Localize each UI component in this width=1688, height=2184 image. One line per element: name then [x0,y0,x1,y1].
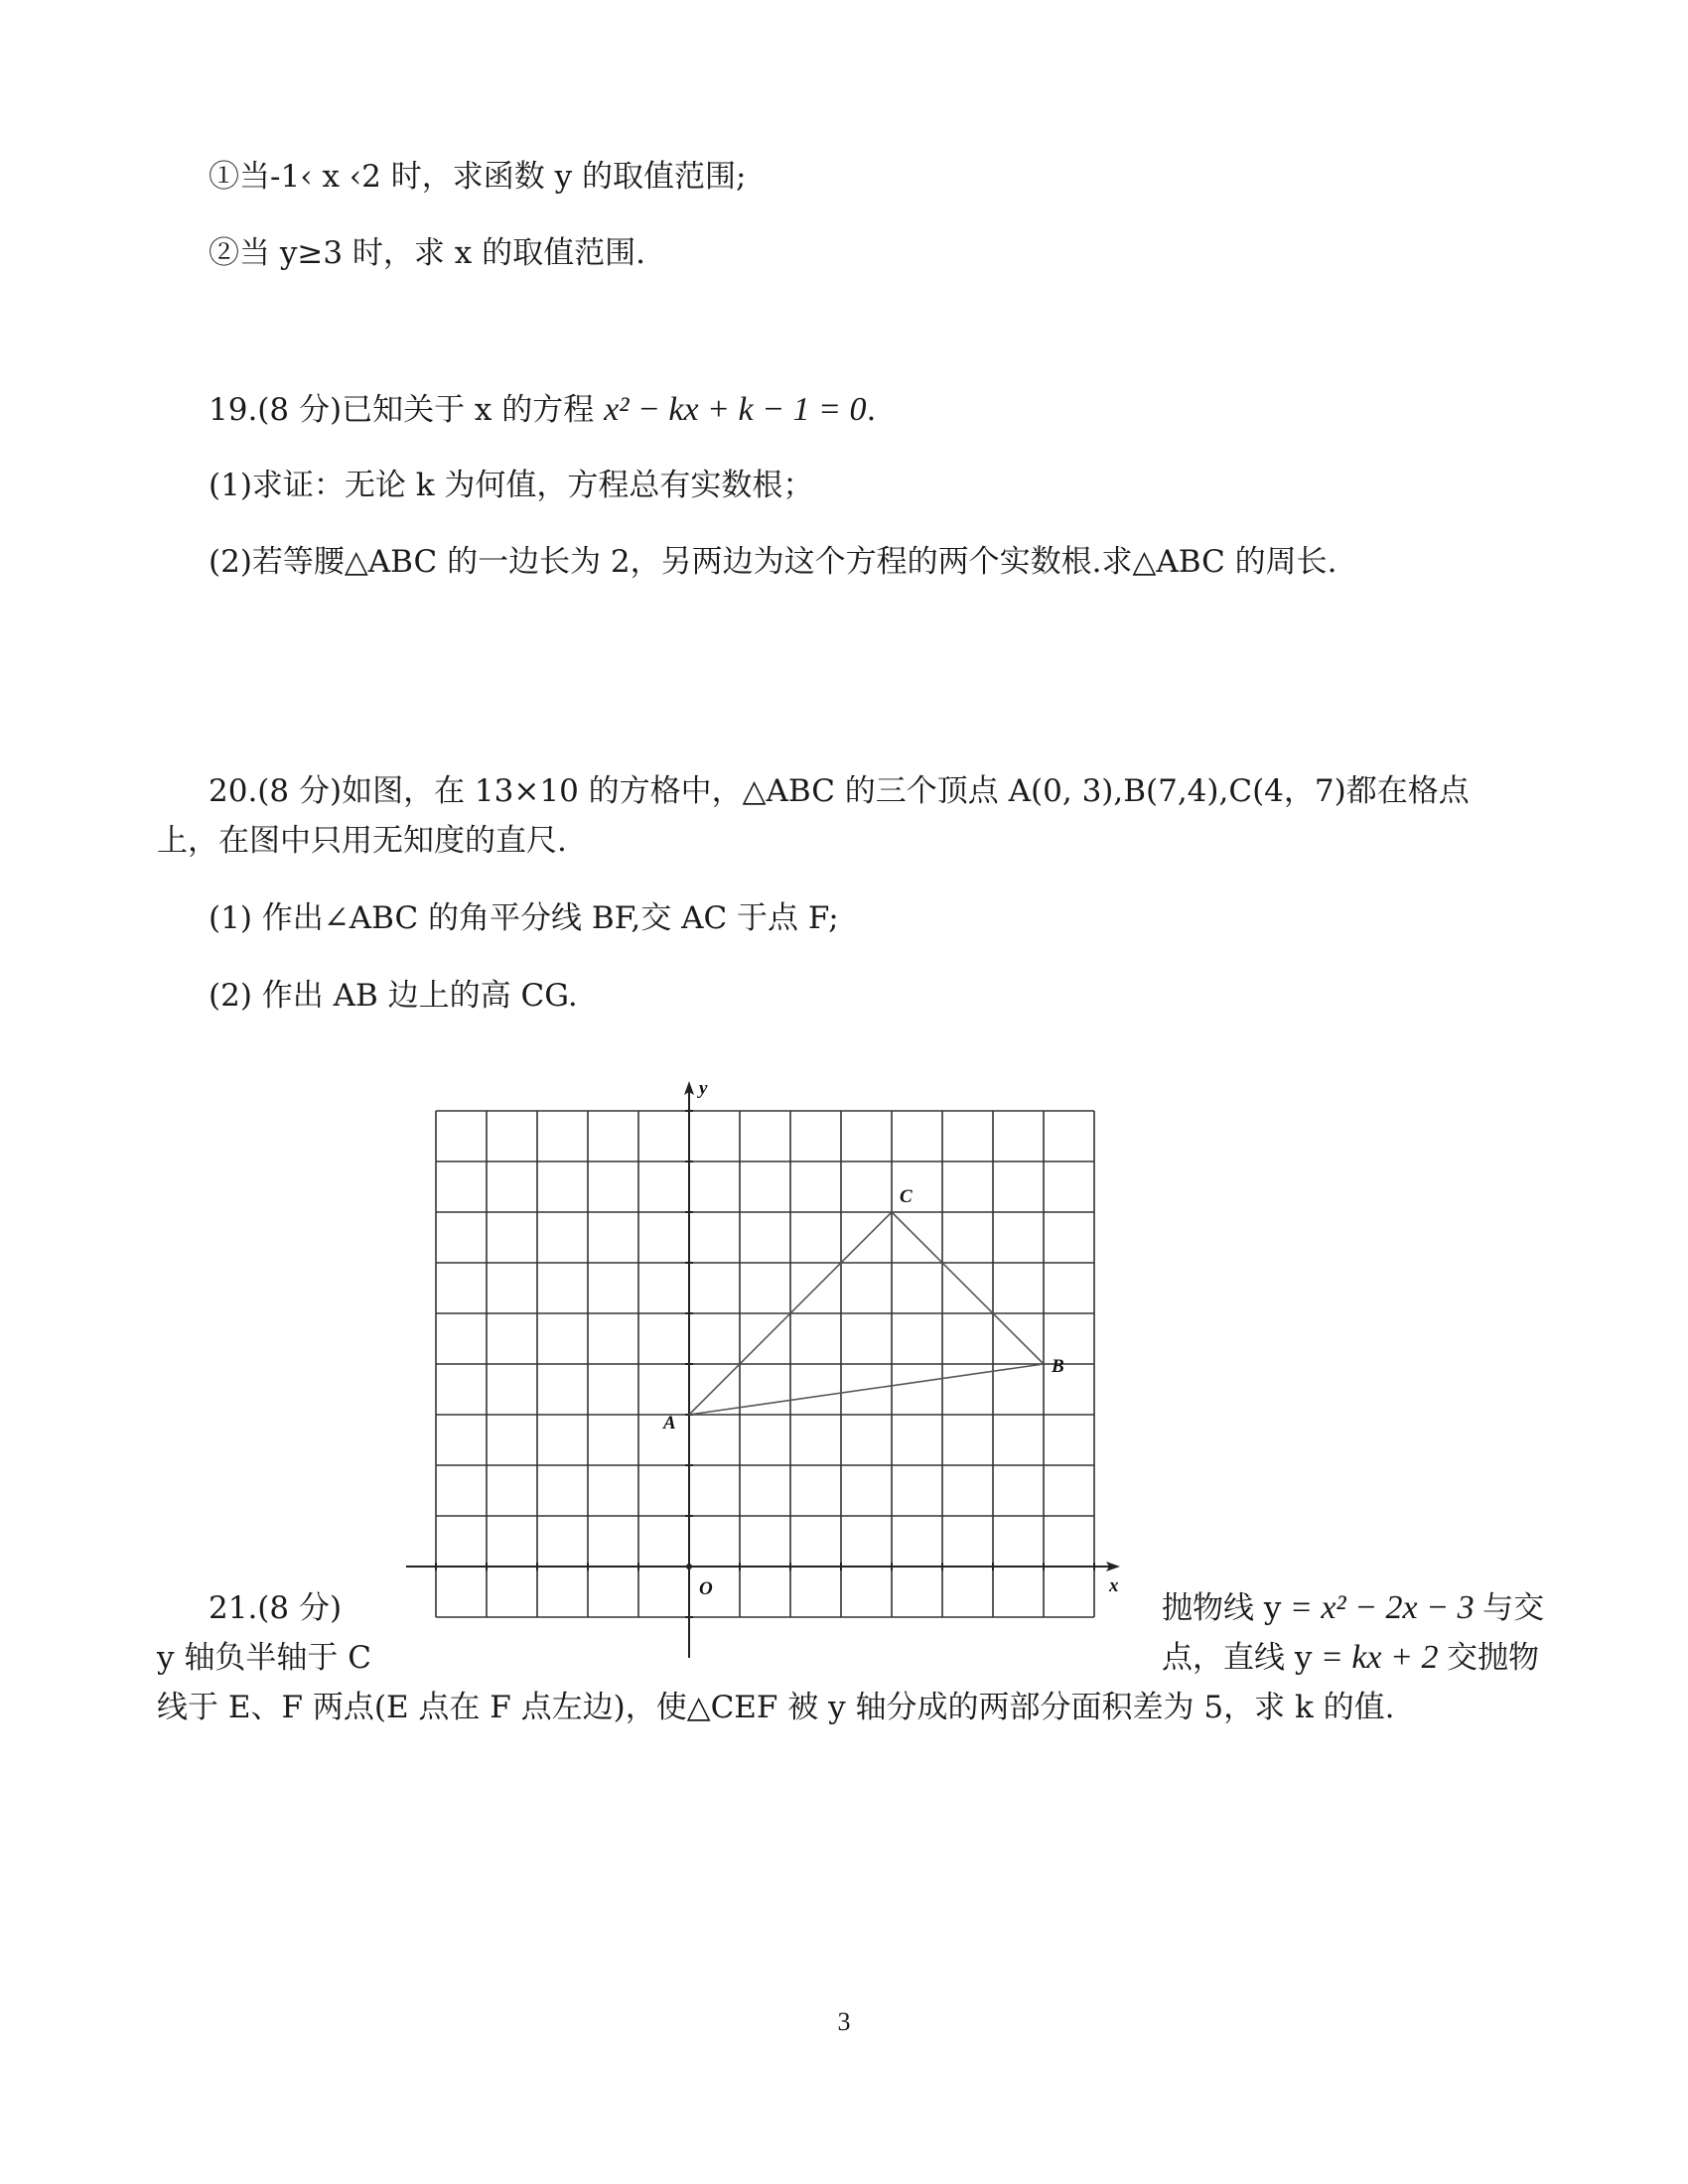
q21-parabola-equation: = x² − 2x − 3 [1281,1589,1483,1626]
q19-stem [209,390,876,430]
point-label-b: B [1052,1356,1064,1377]
origin-point [686,1564,692,1570]
q21-right2-pre: 点，直线 y [1162,1640,1313,1676]
q21-label: 21.(8 分) [209,1590,343,1626]
q21-right2-post: 交抛物 [1446,1640,1539,1676]
q21-right-line2 [1162,1638,1539,1678]
y-axis-label: y [699,1078,708,1099]
q21-right1-post: 与交 [1482,1590,1545,1626]
q20-intro-line1: 20.(8 分)如图，在 13×10 的方格中，△ABC 的三个顶点 A(0, 3),B(7,4),C(4，7)都在格点 [209,773,1470,809]
q20-part1: (1) 作出∠ABC 的角平分线 BF,交 AC 于点 F; [209,900,839,936]
q19-part1: (1)求证：无论 k 为何值，方程总有实数根； [209,468,814,503]
axes [406,1081,1120,1658]
x-axis-label: x [1109,1575,1119,1596]
q20-intro-line2: 上，在图中只用无知度的直尺. [157,823,567,859]
q21-line-equation: = kx + 2 [1312,1639,1447,1676]
q19-equation: x² − kx + k − 1 = 0 [604,391,867,428]
q20-part2: (2) 作出 AB 边上的高 CG. [209,978,578,1014]
figure-labels [662,1078,1119,1599]
q21-line3: 线于 E、F 两点(E 点在 F 点左边)，使△CEF 被 y 轴分成的两部分面积差为 5，求 k 的值. [157,1690,1395,1725]
grid-lines [436,1111,1094,1617]
triangle-side-AB [689,1364,1044,1415]
point-label-c: C [900,1186,913,1207]
triangle-side-BC [892,1212,1044,1364]
q19-intro: 19.(8 分)已知关于 x 的方程 [209,392,605,428]
page-number: 3 [837,2007,851,2036]
coordinate-grid-figure [402,1062,1157,1658]
q18-part1: ①当-1‹ x ‹2 时，求函数 y 的取值范围; [209,159,747,195]
q19-end: . [866,392,877,428]
point-label-a: A [663,1413,676,1433]
q21-right-line1 [1162,1588,1544,1628]
q21-right1-pre: 抛物线 y [1162,1590,1282,1626]
origin-label: O [699,1578,713,1599]
q21-left-line2: y 轴负半轴于 C [157,1640,371,1676]
q19-part2: (2)若等腰△ABC 的一边长为 2，另两边为这个方程的两个实数根.求△ABC 的周长. [209,544,1337,580]
q18-part2: ②当 y≥3 时，求 x 的取值范围. [209,235,645,271]
